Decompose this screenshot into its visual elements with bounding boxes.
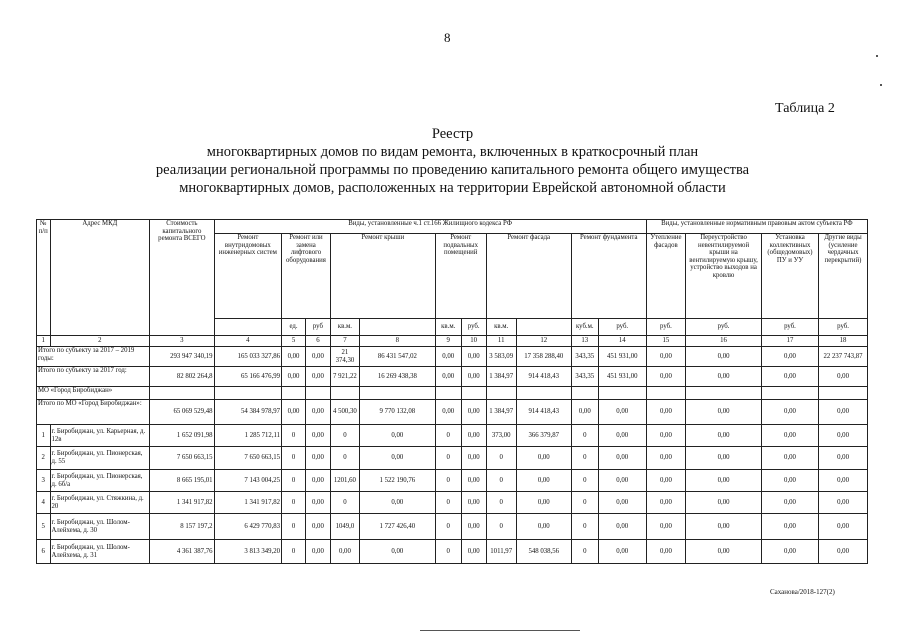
row-address: г. Биробиджан, ул. Стяжкина, д. 20 (50, 492, 150, 514)
header-meters: Установка коллективных (общедомовых) ПУ и УУ (761, 234, 818, 319)
table-row (37, 540, 868, 564)
value-cell: 0,00 (282, 347, 306, 367)
registry-table (36, 219, 868, 564)
column-number-cell: 4 (214, 336, 282, 347)
column-number-cell: 18 (819, 336, 868, 347)
value-cell: 0,00 (819, 470, 868, 492)
value-cell: 0,00 (646, 447, 685, 470)
value-cell: 0,00 (598, 425, 646, 447)
unit-cell: ед. (282, 319, 306, 336)
value-cell: 0,00 (646, 425, 685, 447)
page-number: 8 (444, 30, 451, 45)
empty-cell (282, 387, 306, 400)
value-cell: 1 727 426,40 (359, 514, 435, 540)
column-number-cell: 11 (486, 336, 516, 347)
empty-cell (359, 387, 435, 400)
value-cell: 0,00 (598, 470, 646, 492)
value-cell: 82 802 264,8 (150, 367, 214, 387)
unit-cell (516, 319, 571, 336)
value-cell: 0,00 (646, 367, 685, 387)
unit-cell: руб. (598, 319, 646, 336)
row-address: г. Биробиджан, ул. Карьерная, д. 12в (50, 425, 150, 447)
table-row (37, 425, 868, 447)
header-num: № п/п (37, 220, 51, 336)
column-number-cell: 3 (150, 336, 214, 347)
value-cell: 54 384 978,97 (214, 400, 282, 425)
value-cell: 0 (435, 470, 461, 492)
value-cell: 0,00 (686, 400, 762, 425)
column-number-cell: 13 (571, 336, 598, 347)
value-cell: 0,00 (686, 367, 762, 387)
empty-cell (598, 387, 646, 400)
municipality-label: МО «Город Биробиджан» (37, 387, 150, 400)
value-cell: 0,00 (686, 470, 762, 492)
unit-cell: кв.м. (330, 319, 359, 336)
value-cell: 7 921,22 (330, 367, 359, 387)
value-cell: 0,00 (461, 514, 486, 540)
column-number-cell: 16 (686, 336, 762, 347)
value-cell: 0,00 (435, 400, 461, 425)
value-cell: 0 (571, 492, 598, 514)
value-cell: 0,00 (461, 470, 486, 492)
value-cell: 4 500,30 (330, 400, 359, 425)
empty-cell (461, 387, 486, 400)
empty-cell (305, 387, 330, 400)
value-cell: 0 (435, 425, 461, 447)
header-roof-conversion: Переустройство невентилируемой крыши на вентилируемую крышу, устройство выходов на кровлю (686, 234, 762, 319)
value-cell: 0 (435, 492, 461, 514)
value-cell: 0,00 (819, 400, 868, 425)
value-cell: 0,00 (359, 540, 435, 564)
value-cell: 0,00 (761, 425, 818, 447)
total-label: Итого по субъекту за 2017 – 2019 годы: (37, 347, 150, 367)
value-cell: 0 (282, 425, 306, 447)
header-regional-group: Виды, установленные нормативным правовым актом субъекта РФ (646, 220, 867, 234)
value-cell: 0 (435, 514, 461, 540)
value-cell: 293 947 340,19 (150, 347, 214, 367)
value-cell: 0,00 (819, 425, 868, 447)
value-cell: 8 665 195,01 (150, 470, 214, 492)
value-cell: 0 (571, 425, 598, 447)
value-cell: 0,00 (819, 492, 868, 514)
value-cell: 0,00 (305, 514, 330, 540)
value-cell: 0,00 (598, 400, 646, 425)
title-line-2: многоквартирных домов по видам ремонта, включенных в краткосрочный план (206, 144, 699, 160)
row-number: 1 (37, 425, 51, 447)
title-line-3: реализации региональной программы по проведению капитального ремонта общего имущества (155, 162, 750, 178)
table-row (37, 514, 868, 540)
value-cell: 4 361 387,76 (150, 540, 214, 564)
row-address: г. Биробиджан, ул. Пионерская, д. 6б/а (50, 470, 150, 492)
value-cell: 0,00 (686, 447, 762, 470)
header-cost: Стоимость капитального ремонта ВСЕГО (150, 220, 214, 336)
row-number: 5 (37, 514, 51, 540)
value-cell: 0,00 (646, 492, 685, 514)
total-label: Итого по МО «Город Биробиджан»: (37, 400, 150, 425)
value-cell: 0,00 (686, 540, 762, 564)
unit-cell: куб.м. (571, 319, 598, 336)
value-cell: 0,00 (305, 492, 330, 514)
value-cell: 86 431 547,02 (359, 347, 435, 367)
value-cell: 343,35 (571, 347, 598, 367)
row-number: 2 (37, 447, 51, 470)
column-number-cell: 6 (305, 336, 330, 347)
value-cell: 0 (282, 514, 306, 540)
value-cell: 0,00 (686, 425, 762, 447)
column-number-cell: 7 (330, 336, 359, 347)
value-cell: 0,00 (282, 400, 306, 425)
value-cell: 1 384,97 (486, 400, 516, 425)
value-cell: 0,00 (516, 447, 571, 470)
value-cell: 22 237 743,87 (819, 347, 868, 367)
value-cell: 7 650 663,15 (150, 447, 214, 470)
value-cell: 0 (435, 540, 461, 564)
value-cell: 0 (486, 470, 516, 492)
header-insulation: Утепление фасадов (646, 234, 685, 319)
value-cell: 1201,60 (330, 470, 359, 492)
value-cell: 0,00 (819, 447, 868, 470)
empty-cell (486, 387, 516, 400)
table-label: Таблица 2 (775, 101, 835, 116)
unit-cell: кв.м. (486, 319, 516, 336)
header-engineering: Ремонт внутридомовых инженерных систем (214, 234, 282, 319)
value-cell: 0,00 (461, 492, 486, 514)
value-cell: 21 374,30 (330, 347, 359, 367)
unit-cell: руб. (646, 319, 685, 336)
value-cell: 0,00 (761, 367, 818, 387)
value-cell: 1 341 917,82 (214, 492, 282, 514)
value-cell: 373,00 (486, 425, 516, 447)
value-cell: 0,00 (646, 540, 685, 564)
total-row (37, 347, 868, 367)
value-cell: 1 652 091,98 (150, 425, 214, 447)
value-cell: 0,00 (646, 400, 685, 425)
row-address: г. Биробиджан, ул. Пионерская, д. 55 (50, 447, 150, 470)
document-code: Саханова/2018-127(2) (770, 588, 835, 596)
value-cell: 0 (571, 514, 598, 540)
value-cell: 366 379,87 (516, 425, 571, 447)
header-address: Адрес МКД (50, 220, 150, 336)
value-cell: 0,00 (305, 447, 330, 470)
unit-cell: руб. (686, 319, 762, 336)
value-cell: 0,00 (646, 514, 685, 540)
value-cell: 0 (330, 492, 359, 514)
header-facade: Ремонт фасада (486, 234, 571, 319)
total-row (37, 367, 868, 387)
value-cell: 16 269 438,38 (359, 367, 435, 387)
empty-cell (646, 387, 685, 400)
value-cell: 0,00 (461, 540, 486, 564)
empty-cell (435, 387, 461, 400)
value-cell: 451 931,00 (598, 347, 646, 367)
value-cell: 0,00 (761, 492, 818, 514)
value-cell: 0,00 (282, 367, 306, 387)
header-row-groups (37, 220, 868, 234)
value-cell: 0,00 (305, 347, 330, 367)
value-cell: 0,00 (359, 492, 435, 514)
value-cell: 65 069 529,48 (150, 400, 214, 425)
column-number-cell: 5 (282, 336, 306, 347)
empty-cell (571, 387, 598, 400)
value-cell: 3 813 349,20 (214, 540, 282, 564)
value-cell: 0,00 (598, 447, 646, 470)
value-cell: 0,00 (516, 492, 571, 514)
value-cell: 0,00 (686, 347, 762, 367)
row-number: 3 (37, 470, 51, 492)
value-cell: 0 (571, 447, 598, 470)
value-cell: 0,00 (305, 367, 330, 387)
header-other: Другие виды (усиление чердачных перекрытий) (819, 234, 868, 319)
value-cell: 6 429 770,83 (214, 514, 282, 540)
value-cell: 7 650 663,15 (214, 447, 282, 470)
municipality-row (37, 387, 868, 400)
empty-cell (761, 387, 818, 400)
header-basement: Ремонт подвальных помещений (435, 234, 486, 319)
value-cell: 0,00 (598, 540, 646, 564)
value-cell: 0,00 (761, 540, 818, 564)
unit-cell: кв.м. (435, 319, 461, 336)
value-cell: 0,00 (305, 470, 330, 492)
value-cell: 0 (282, 447, 306, 470)
value-cell: 548 038,56 (516, 540, 571, 564)
column-number-cell: 12 (516, 336, 571, 347)
column-number-cell: 1 (37, 336, 51, 347)
title-line-1: Реестр (431, 126, 474, 142)
unit-cell: руб (305, 319, 330, 336)
column-numbers-row (37, 336, 868, 347)
row-number: 6 (37, 540, 51, 564)
value-cell: 0,00 (461, 347, 486, 367)
value-cell: 0,00 (516, 470, 571, 492)
value-cell: 0,00 (305, 425, 330, 447)
value-cell: 0,00 (686, 492, 762, 514)
value-cell: 0,00 (761, 514, 818, 540)
header-roof: Ремонт крыши (330, 234, 435, 319)
value-cell: 0,00 (686, 514, 762, 540)
column-number-cell: 2 (50, 336, 150, 347)
value-cell: 0,00 (461, 447, 486, 470)
value-cell: 0,00 (761, 347, 818, 367)
scan-speck (876, 55, 878, 57)
value-cell: 0,00 (598, 492, 646, 514)
value-cell: 0 (571, 470, 598, 492)
total-label: Итого по субъекту за 2017 год: (37, 367, 150, 387)
empty-cell (516, 387, 571, 400)
value-cell: 165 033 327,86 (214, 347, 282, 367)
value-cell: 0,00 (761, 470, 818, 492)
column-number-cell: 9 (435, 336, 461, 347)
empty-cell (214, 387, 282, 400)
value-cell: 0,00 (646, 470, 685, 492)
value-cell: 0 (330, 425, 359, 447)
value-cell: 0,00 (646, 347, 685, 367)
table-row (37, 492, 868, 514)
mo-total-row (37, 400, 868, 425)
value-cell: 0 (486, 514, 516, 540)
empty-cell (150, 387, 214, 400)
value-cell: 0 (282, 540, 306, 564)
unit-cell (359, 319, 435, 336)
empty-cell (819, 387, 868, 400)
value-cell: 7 143 004,25 (214, 470, 282, 492)
header-housing-code-group: Виды, установленные ч.1 ст.166 Жилищного кодекса РФ (214, 220, 646, 234)
value-cell: 65 166 476,99 (214, 367, 282, 387)
unit-cell: руб. (761, 319, 818, 336)
value-cell: 914 418,43 (516, 400, 571, 425)
value-cell: 451 931,00 (598, 367, 646, 387)
value-cell: 9 770 132,08 (359, 400, 435, 425)
value-cell: 0,00 (516, 514, 571, 540)
value-cell: 0,00 (819, 367, 868, 387)
column-number-cell: 8 (359, 336, 435, 347)
value-cell: 0,00 (461, 400, 486, 425)
value-cell: 0,00 (435, 347, 461, 367)
value-cell: 0,00 (819, 514, 868, 540)
header-elevator: Ремонт или замена лифтового оборудования (282, 234, 331, 319)
value-cell: 0,00 (461, 367, 486, 387)
value-cell: 0,00 (598, 514, 646, 540)
row-number: 4 (37, 492, 51, 514)
value-cell: 17 358 288,40 (516, 347, 571, 367)
value-cell: 0,00 (435, 367, 461, 387)
column-number-cell: 14 (598, 336, 646, 347)
value-cell: 0,00 (761, 400, 818, 425)
value-cell: 8 157 197,2 (150, 514, 214, 540)
unit-cell: руб. (461, 319, 486, 336)
value-cell: 0,00 (761, 447, 818, 470)
row-address: г. Биробиджан, ул. Шолом-Алейхема, д. 30 (50, 514, 150, 540)
footer-rule (420, 630, 580, 631)
value-cell: 1 522 190,76 (359, 470, 435, 492)
value-cell: 1049,0 (330, 514, 359, 540)
value-cell: 0,00 (359, 425, 435, 447)
value-cell: 1011,97 (486, 540, 516, 564)
table-row (37, 447, 868, 470)
value-cell: 1 285 712,11 (214, 425, 282, 447)
value-cell: 0,00 (571, 400, 598, 425)
value-cell: 0 (282, 470, 306, 492)
table-row (37, 470, 868, 492)
unit-cell: руб. (819, 319, 868, 336)
value-cell: 0 (282, 492, 306, 514)
value-cell: 0 (571, 540, 598, 564)
value-cell: 0,00 (305, 540, 330, 564)
value-cell: 0 (330, 447, 359, 470)
value-cell: 3 583,09 (486, 347, 516, 367)
value-cell: 0,00 (330, 540, 359, 564)
value-cell: 0 (486, 447, 516, 470)
value-cell: 0 (435, 447, 461, 470)
value-cell: 914 418,43 (516, 367, 571, 387)
value-cell: 0,00 (819, 540, 868, 564)
column-number-cell: 10 (461, 336, 486, 347)
scan-speck (880, 84, 882, 86)
value-cell: 0,00 (359, 447, 435, 470)
empty-cell (686, 387, 762, 400)
title-line-4: многоквартирных домов, расположенных на территории Еврейской автономной области (179, 180, 726, 196)
header-foundation: Ремонт фундамента (571, 234, 646, 319)
empty-cell (330, 387, 359, 400)
value-cell: 0 (486, 492, 516, 514)
value-cell: 343,35 (571, 367, 598, 387)
value-cell: 0,00 (305, 400, 330, 425)
column-number-cell: 15 (646, 336, 685, 347)
unit-cell (214, 319, 282, 336)
value-cell: 0,00 (461, 425, 486, 447)
column-number-cell: 17 (761, 336, 818, 347)
value-cell: 1 384,97 (486, 367, 516, 387)
row-address: г. Биробиджан, ул. Шолом-Алейхема, д. 31 (50, 540, 150, 564)
value-cell: 1 341 917,82 (150, 492, 214, 514)
